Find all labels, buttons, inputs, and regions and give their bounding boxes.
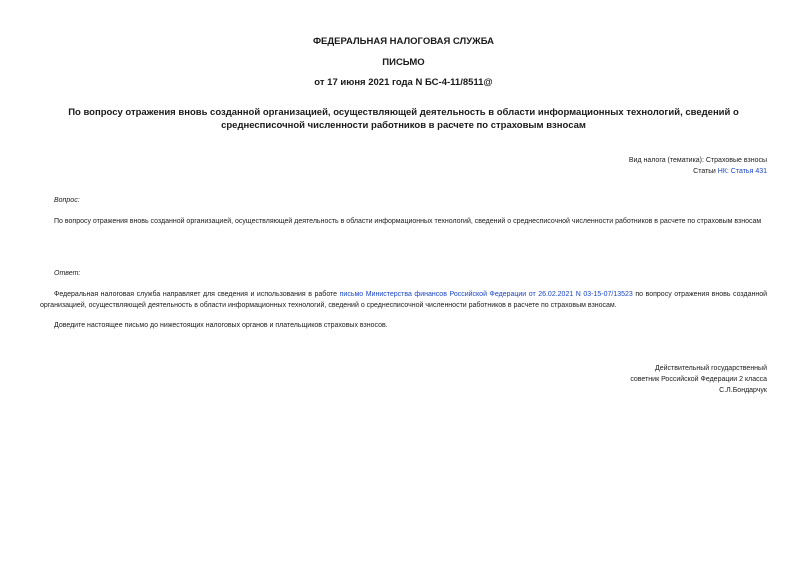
answer-text-before-link: Федеральная налоговая служба направляет для сведения и использования в работе — [54, 291, 340, 298]
ministry-letter-link[interactable]: письмо Министерства финансов Российской Федерации от 26.02.2021 N 03-15-07/13523 — [339, 291, 633, 298]
answer-paragraph-2: Доведите настоящее письмо до нижестоящих налоговых органов и плательщиков страховых взносов. — [54, 322, 388, 329]
articles-prefix: Статьи — [693, 168, 718, 175]
signature-line-1: Действительный государственный — [655, 365, 767, 372]
articles-link[interactable]: НК: Статья 431 — [717, 168, 767, 175]
answer-text-after-link: по вопросу отражения вновь созданной организацией, осуществляющей деятельность в области информационных технологий, сведений о среднесписочной численности работников в расчете по страховым взносам. — [40, 291, 767, 309]
question-label: Вопрос: — [54, 197, 80, 204]
articles-meta — [693, 168, 767, 175]
signature-block — [630, 363, 767, 396]
signature-line-2: советник Российской Федерации 2 класса — [630, 376, 767, 383]
answer-paragraph-1 — [40, 290, 767, 311]
signature-name: С.Л.Бондарчук — [719, 387, 767, 394]
document-date-number: от 17 июня 2021 года N БС-4-11/8511@ — [314, 77, 493, 88]
answer-label: Ответ: — [54, 270, 81, 277]
document-type: ПИСЬМО — [382, 57, 425, 68]
question-text: По вопросу отражения вновь созданной организацией, осуществляющей деятельность в области информационных технологий, сведений о среднесписочной численности работников в расчете по страховым взносам — [54, 218, 762, 225]
document-title: По вопросу отражения вновь созданной организацией, осуществляющей деятельность в области информационных технологий, сведений о среднесписочной численности работников в расчете по страховым взносам — [68, 107, 739, 131]
agency-name: ФЕДЕРАЛЬНАЯ НАЛОГОВАЯ СЛУЖБА — [312, 36, 495, 47]
tax-type-meta: Вид налога (тематика): Страховые взносы — [628, 157, 767, 164]
